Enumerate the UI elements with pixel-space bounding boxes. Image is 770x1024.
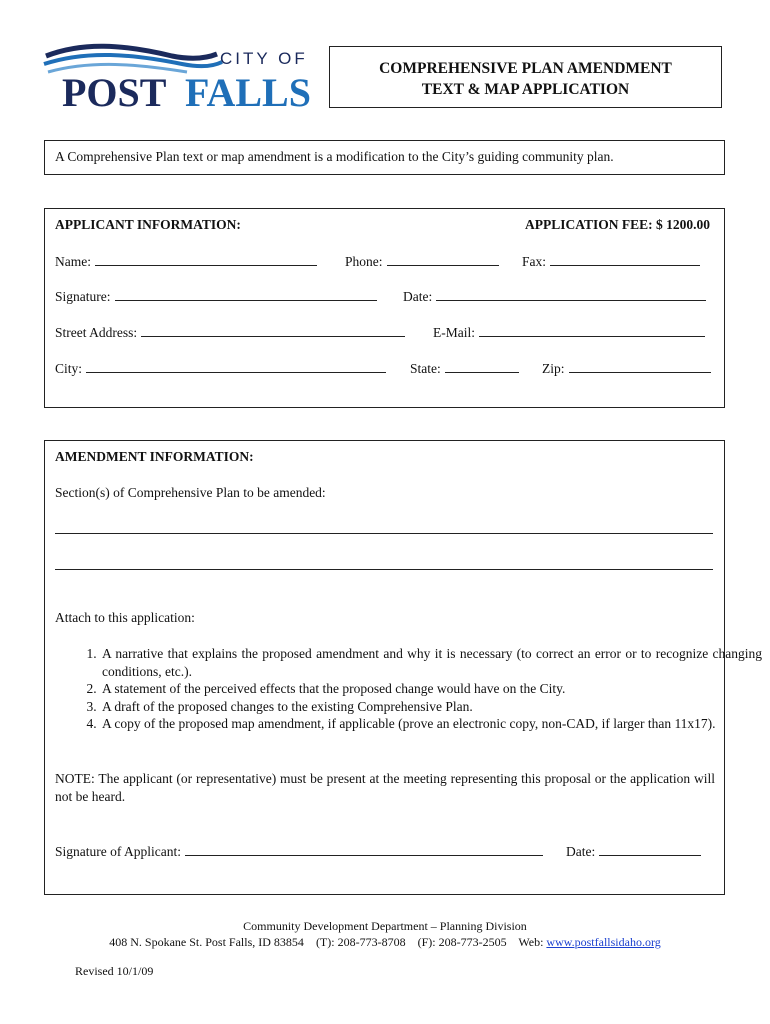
email-field[interactable] (433, 324, 705, 341)
fax-label: Fax: (522, 254, 547, 269)
applicant-date-label: Date: (566, 844, 596, 859)
title-box (329, 46, 722, 108)
date-label: Date: (403, 289, 433, 304)
city-label: City: (55, 361, 83, 376)
sections-label: Section(s) of Comprehensive Plan to be amended: (55, 485, 326, 500)
logo-post: POST (62, 70, 167, 112)
email-line[interactable] (479, 324, 705, 337)
applicant-signature-label: Signature of Applicant: (55, 844, 181, 859)
applicant-date-field[interactable] (566, 843, 701, 860)
state-label: State: (410, 361, 441, 376)
signature-field[interactable] (55, 288, 377, 305)
email-label: E-Mail: (433, 325, 475, 340)
footer-web-label: Web: (518, 935, 544, 949)
footer-tel: (T): 208-773-8708 (315, 935, 406, 949)
street-line[interactable] (141, 324, 405, 337)
date-line[interactable] (436, 288, 706, 301)
zip-field[interactable] (542, 360, 711, 377)
list-item: 4. A copy of the proposed map amendment, if applicable (prove an electronic copy, non-CAD, if larger than 11x17). (100, 715, 762, 733)
applicant-section (44, 208, 725, 408)
city-line[interactable] (86, 360, 386, 373)
street-label: Street Address: (55, 325, 138, 340)
revised-date: Revised 10/1/09 (75, 964, 154, 978)
phone-field[interactable] (345, 253, 499, 270)
footer-contact (0, 935, 770, 950)
phone-line[interactable] (387, 253, 499, 266)
city-logo (42, 42, 322, 112)
city-field[interactable] (55, 360, 386, 377)
logo-falls: FALLS (185, 70, 311, 112)
date-field[interactable] (403, 288, 706, 305)
sections-line-1[interactable] (55, 533, 713, 534)
name-line[interactable] (95, 253, 317, 266)
intro-text: A Comprehensive Plan text or map amendment is a modification to the City’s guiding community plan. (55, 149, 614, 164)
city-logo-graphic (42, 42, 322, 112)
zip-line[interactable] (569, 360, 711, 373)
attach-label: Attach to this application: (55, 610, 195, 625)
list-item: 2. A statement of the perceived effects that the proposed change would have on the City. (100, 680, 762, 698)
intro-box (44, 140, 725, 175)
logo-city-of: CITY OF (220, 49, 308, 68)
applicant-date-line[interactable] (599, 843, 701, 856)
state-field[interactable] (410, 360, 519, 377)
footer-department: Community Development Department – Planning Division (243, 919, 527, 933)
name-field[interactable] (55, 253, 317, 270)
state-line[interactable] (445, 360, 519, 373)
note-text: NOTE: The applicant (or representative) must be present at the meeting representing this proposal or the application will not be heard. (55, 771, 715, 804)
zip-label: Zip: (542, 361, 565, 376)
name-label: Name: (55, 254, 91, 269)
fax-field[interactable] (522, 253, 700, 270)
title-line-1: COMPREHENSIVE PLAN AMENDMENT (379, 60, 672, 77)
signature-label: Signature: (55, 289, 111, 304)
footer-address: 408 N. Spokane St. Post Falls, ID 83854 (109, 935, 304, 949)
fax-line[interactable] (550, 253, 700, 266)
application-fee: APPLICATION FEE: $ 1200.00 (524, 217, 710, 232)
sections-line-2[interactable] (55, 569, 713, 570)
list-item: 3. A draft of the proposed changes to the existing Comprehensive Plan. (100, 698, 762, 716)
footer-fax: (F): 208-773-2505 (417, 935, 507, 949)
applicant-signature-field[interactable] (55, 843, 543, 860)
amendment-heading: AMENDMENT INFORMATION: (55, 449, 254, 464)
amendment-section (44, 440, 762, 895)
list-item: 1. A narrative that explains the proposed amendment and why it is necessary (to correct an error or to recognize changing conditions, etc.). (100, 645, 762, 680)
phone-label: Phone: (345, 254, 383, 269)
applicant-signature-line[interactable] (185, 843, 543, 856)
applicant-heading: APPLICANT INFORMATION: (55, 217, 241, 232)
title-line-2: TEXT & MAP APPLICATION (421, 81, 630, 98)
footer-web-link[interactable]: www.postfallsidaho.org (546, 935, 661, 949)
street-field[interactable] (55, 324, 405, 341)
attachments-list (55, 645, 762, 733)
signature-line[interactable] (115, 288, 377, 301)
